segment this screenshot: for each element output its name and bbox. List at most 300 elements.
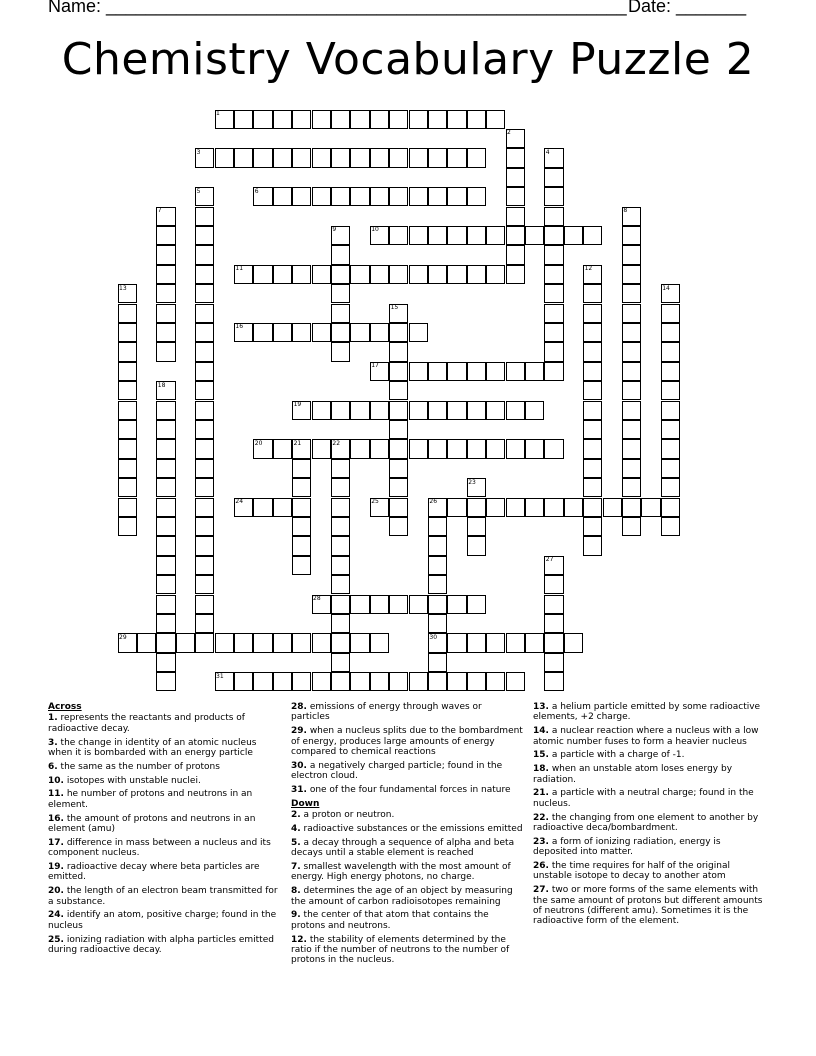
crossword-cell[interactable] bbox=[215, 633, 234, 652]
crossword-cell[interactable] bbox=[312, 633, 331, 652]
crossword-cell[interactable] bbox=[622, 245, 641, 264]
crossword-cell[interactable] bbox=[292, 517, 311, 536]
crossword-cell[interactable] bbox=[486, 633, 505, 652]
crossword-cell[interactable] bbox=[409, 265, 428, 284]
crossword-cell[interactable] bbox=[156, 304, 175, 323]
crossword-cell[interactable] bbox=[506, 265, 525, 284]
crossword-cell[interactable] bbox=[583, 342, 602, 361]
crossword-cell[interactable] bbox=[195, 595, 214, 614]
crossword-cell[interactable] bbox=[195, 381, 214, 400]
crossword-cell[interactable] bbox=[350, 595, 369, 614]
crossword-cell[interactable] bbox=[156, 342, 175, 361]
crossword-cell[interactable] bbox=[215, 148, 234, 167]
crossword-cell[interactable] bbox=[118, 459, 137, 478]
crossword-cell[interactable] bbox=[292, 556, 311, 575]
crossword-cell[interactable] bbox=[389, 265, 408, 284]
crossword-cell[interactable] bbox=[118, 498, 137, 517]
crossword-cell[interactable] bbox=[544, 323, 563, 342]
crossword-cell[interactable] bbox=[544, 168, 563, 187]
crossword-cell[interactable] bbox=[331, 323, 350, 342]
crossword-cell[interactable] bbox=[583, 401, 602, 420]
crossword-cell[interactable] bbox=[331, 536, 350, 555]
crossword-cell[interactable] bbox=[409, 110, 428, 129]
crossword-cell[interactable] bbox=[331, 633, 350, 652]
crossword-cell[interactable] bbox=[370, 323, 389, 342]
crossword-cell[interactable] bbox=[583, 498, 602, 517]
crossword-cell[interactable] bbox=[622, 459, 641, 478]
crossword-cell[interactable] bbox=[331, 575, 350, 594]
crossword-cell[interactable] bbox=[350, 265, 369, 284]
crossword-cell[interactable] bbox=[312, 439, 331, 458]
crossword-cell[interactable] bbox=[195, 245, 214, 264]
crossword-cell[interactable] bbox=[525, 401, 544, 420]
crossword-cell[interactable] bbox=[370, 401, 389, 420]
crossword-cell[interactable] bbox=[428, 595, 447, 614]
crossword-cell[interactable] bbox=[544, 226, 563, 245]
crossword-cell[interactable] bbox=[506, 362, 525, 381]
crossword-cell[interactable] bbox=[312, 265, 331, 284]
crossword-cell[interactable] bbox=[253, 672, 272, 691]
crossword-cell[interactable] bbox=[622, 304, 641, 323]
crossword-cell[interactable] bbox=[622, 284, 641, 303]
crossword-cell[interactable] bbox=[428, 556, 447, 575]
crossword-cell[interactable] bbox=[603, 498, 622, 517]
crossword-cell[interactable] bbox=[156, 226, 175, 245]
crossword-cell[interactable] bbox=[428, 265, 447, 284]
crossword-cell[interactable] bbox=[583, 478, 602, 497]
crossword-cell[interactable] bbox=[195, 556, 214, 575]
crossword-cell[interactable] bbox=[253, 498, 272, 517]
crossword-cell[interactable] bbox=[544, 439, 563, 458]
crossword-cell[interactable] bbox=[428, 110, 447, 129]
crossword-cell[interactable] bbox=[156, 284, 175, 303]
crossword-cell[interactable] bbox=[331, 672, 350, 691]
crossword-cell[interactable] bbox=[156, 439, 175, 458]
crossword-cell[interactable] bbox=[292, 672, 311, 691]
crossword-cell[interactable] bbox=[234, 672, 253, 691]
crossword-cell[interactable] bbox=[409, 595, 428, 614]
crossword-cell[interactable] bbox=[544, 498, 563, 517]
crossword-cell[interactable] bbox=[350, 401, 369, 420]
crossword-cell[interactable] bbox=[447, 595, 466, 614]
crossword-cell[interactable] bbox=[195, 207, 214, 226]
crossword-cell[interactable] bbox=[389, 401, 408, 420]
crossword-cell[interactable] bbox=[389, 439, 408, 458]
crossword-cell[interactable] bbox=[350, 187, 369, 206]
crossword-cell[interactable] bbox=[506, 498, 525, 517]
crossword-cell[interactable] bbox=[234, 633, 253, 652]
crossword-cell[interactable] bbox=[506, 439, 525, 458]
crossword-cell[interactable] bbox=[195, 323, 214, 342]
crossword-cell[interactable] bbox=[312, 672, 331, 691]
crossword-cell[interactable] bbox=[486, 110, 505, 129]
crossword-cell[interactable] bbox=[544, 672, 563, 691]
crossword-cell[interactable] bbox=[467, 536, 486, 555]
crossword-cell[interactable] bbox=[118, 362, 137, 381]
crossword-cell[interactable] bbox=[544, 633, 563, 652]
crossword-cell[interactable] bbox=[370, 633, 389, 652]
crossword-cell[interactable] bbox=[350, 633, 369, 652]
crossword-cell[interactable] bbox=[544, 245, 563, 264]
crossword-cell[interactable] bbox=[661, 362, 680, 381]
crossword-cell[interactable] bbox=[118, 342, 137, 361]
crossword-cell[interactable] bbox=[292, 536, 311, 555]
crossword-cell[interactable] bbox=[622, 323, 641, 342]
crossword-cell[interactable] bbox=[350, 323, 369, 342]
crossword-cell[interactable] bbox=[312, 323, 331, 342]
crossword-cell[interactable] bbox=[622, 420, 641, 439]
crossword-cell[interactable] bbox=[467, 362, 486, 381]
crossword-cell[interactable] bbox=[583, 517, 602, 536]
crossword-cell[interactable] bbox=[350, 110, 369, 129]
crossword-cell[interactable] bbox=[195, 284, 214, 303]
crossword-cell[interactable] bbox=[447, 148, 466, 167]
crossword-cell[interactable] bbox=[156, 595, 175, 614]
crossword-cell[interactable] bbox=[331, 304, 350, 323]
crossword-cell[interactable] bbox=[641, 498, 660, 517]
crossword-cell[interactable] bbox=[428, 226, 447, 245]
crossword-cell[interactable] bbox=[409, 187, 428, 206]
crossword-cell[interactable] bbox=[370, 187, 389, 206]
crossword-cell[interactable] bbox=[195, 342, 214, 361]
crossword-cell[interactable] bbox=[389, 342, 408, 361]
crossword-cell[interactable] bbox=[389, 187, 408, 206]
crossword-cell[interactable] bbox=[544, 653, 563, 672]
crossword-cell[interactable] bbox=[389, 362, 408, 381]
crossword-cell[interactable] bbox=[506, 672, 525, 691]
crossword-cell[interactable] bbox=[409, 148, 428, 167]
crossword-cell[interactable] bbox=[467, 498, 486, 517]
crossword-cell[interactable] bbox=[544, 614, 563, 633]
crossword-cell[interactable] bbox=[195, 439, 214, 458]
crossword-cell[interactable] bbox=[622, 498, 641, 517]
crossword-cell[interactable] bbox=[156, 401, 175, 420]
crossword-cell[interactable] bbox=[312, 148, 331, 167]
crossword-cell[interactable] bbox=[622, 226, 641, 245]
crossword-cell[interactable] bbox=[525, 439, 544, 458]
crossword-cell[interactable] bbox=[506, 207, 525, 226]
crossword-cell[interactable] bbox=[583, 536, 602, 555]
crossword-cell[interactable] bbox=[195, 498, 214, 517]
crossword-cell[interactable] bbox=[331, 459, 350, 478]
crossword-cell[interactable] bbox=[428, 148, 447, 167]
crossword-cell[interactable] bbox=[118, 304, 137, 323]
crossword-cell[interactable] bbox=[253, 148, 272, 167]
crossword-cell[interactable] bbox=[525, 362, 544, 381]
crossword-cell[interactable] bbox=[622, 381, 641, 400]
crossword-cell[interactable] bbox=[195, 633, 214, 652]
crossword-cell[interactable] bbox=[486, 362, 505, 381]
crossword-cell[interactable] bbox=[622, 439, 641, 458]
crossword-cell[interactable] bbox=[234, 110, 253, 129]
crossword-cell[interactable] bbox=[447, 265, 466, 284]
crossword-cell[interactable] bbox=[467, 110, 486, 129]
crossword-cell[interactable] bbox=[195, 459, 214, 478]
crossword-cell[interactable] bbox=[331, 653, 350, 672]
crossword-cell[interactable] bbox=[195, 575, 214, 594]
crossword-cell[interactable] bbox=[583, 381, 602, 400]
crossword-cell[interactable] bbox=[273, 439, 292, 458]
crossword-cell[interactable] bbox=[118, 401, 137, 420]
crossword-cell[interactable] bbox=[564, 226, 583, 245]
crossword-cell[interactable] bbox=[486, 226, 505, 245]
crossword-cell[interactable] bbox=[467, 265, 486, 284]
crossword-cell[interactable] bbox=[583, 226, 602, 245]
crossword-cell[interactable] bbox=[118, 323, 137, 342]
crossword-cell[interactable] bbox=[389, 517, 408, 536]
crossword-cell[interactable] bbox=[583, 459, 602, 478]
crossword-cell[interactable] bbox=[156, 420, 175, 439]
crossword-cell[interactable] bbox=[544, 265, 563, 284]
crossword-cell[interactable] bbox=[409, 672, 428, 691]
crossword-cell[interactable] bbox=[661, 323, 680, 342]
crossword-cell[interactable] bbox=[583, 420, 602, 439]
crossword-cell[interactable] bbox=[195, 536, 214, 555]
crossword-cell[interactable] bbox=[253, 265, 272, 284]
crossword-cell[interactable] bbox=[389, 672, 408, 691]
crossword-cell[interactable] bbox=[409, 439, 428, 458]
crossword-cell[interactable] bbox=[156, 653, 175, 672]
crossword-cell[interactable] bbox=[447, 226, 466, 245]
crossword-cell[interactable] bbox=[583, 323, 602, 342]
crossword-cell[interactable] bbox=[253, 633, 272, 652]
crossword-cell[interactable] bbox=[156, 245, 175, 264]
crossword-cell[interactable] bbox=[195, 265, 214, 284]
crossword-cell[interactable] bbox=[156, 498, 175, 517]
crossword-cell[interactable] bbox=[156, 672, 175, 691]
crossword-cell[interactable] bbox=[661, 381, 680, 400]
crossword-cell[interactable] bbox=[253, 323, 272, 342]
crossword-cell[interactable] bbox=[156, 478, 175, 497]
crossword-cell[interactable] bbox=[544, 595, 563, 614]
crossword-cell[interactable] bbox=[661, 304, 680, 323]
crossword-cell[interactable] bbox=[428, 517, 447, 536]
crossword-cell[interactable] bbox=[331, 595, 350, 614]
crossword-cell[interactable] bbox=[195, 420, 214, 439]
crossword-cell[interactable] bbox=[350, 672, 369, 691]
crossword-cell[interactable] bbox=[156, 556, 175, 575]
crossword-cell[interactable] bbox=[292, 265, 311, 284]
crossword-cell[interactable] bbox=[661, 439, 680, 458]
crossword-cell[interactable] bbox=[118, 517, 137, 536]
crossword-cell[interactable] bbox=[486, 439, 505, 458]
crossword-cell[interactable] bbox=[467, 226, 486, 245]
crossword-cell[interactable] bbox=[118, 439, 137, 458]
crossword-cell[interactable] bbox=[389, 323, 408, 342]
crossword-cell[interactable] bbox=[389, 595, 408, 614]
crossword-cell[interactable] bbox=[156, 614, 175, 633]
crossword-cell[interactable] bbox=[370, 265, 389, 284]
crossword-cell[interactable] bbox=[370, 110, 389, 129]
crossword-cell[interactable] bbox=[292, 498, 311, 517]
crossword-cell[interactable] bbox=[389, 110, 408, 129]
crossword-cell[interactable] bbox=[234, 148, 253, 167]
crossword-cell[interactable] bbox=[195, 362, 214, 381]
crossword-cell[interactable] bbox=[156, 517, 175, 536]
crossword-cell[interactable] bbox=[331, 148, 350, 167]
crossword-cell[interactable] bbox=[176, 633, 195, 652]
crossword-cell[interactable] bbox=[195, 304, 214, 323]
crossword-cell[interactable] bbox=[389, 459, 408, 478]
crossword-cell[interactable] bbox=[564, 633, 583, 652]
crossword-cell[interactable] bbox=[467, 633, 486, 652]
crossword-cell[interactable] bbox=[389, 420, 408, 439]
crossword-cell[interactable] bbox=[312, 110, 331, 129]
crossword-cell[interactable] bbox=[467, 187, 486, 206]
crossword-cell[interactable] bbox=[156, 459, 175, 478]
crossword-cell[interactable] bbox=[661, 459, 680, 478]
crossword-cell[interactable] bbox=[506, 401, 525, 420]
crossword-cell[interactable] bbox=[525, 226, 544, 245]
crossword-cell[interactable] bbox=[273, 633, 292, 652]
crossword-cell[interactable] bbox=[622, 265, 641, 284]
crossword-cell[interactable] bbox=[118, 381, 137, 400]
crossword-cell[interactable] bbox=[331, 614, 350, 633]
crossword-cell[interactable] bbox=[389, 498, 408, 517]
crossword-cell[interactable] bbox=[544, 342, 563, 361]
crossword-cell[interactable] bbox=[583, 304, 602, 323]
crossword-cell[interactable] bbox=[350, 148, 369, 167]
crossword-cell[interactable] bbox=[486, 265, 505, 284]
crossword-cell[interactable] bbox=[583, 439, 602, 458]
crossword-cell[interactable] bbox=[506, 187, 525, 206]
crossword-cell[interactable] bbox=[156, 536, 175, 555]
crossword-cell[interactable] bbox=[312, 187, 331, 206]
crossword-cell[interactable] bbox=[447, 187, 466, 206]
crossword-cell[interactable] bbox=[467, 401, 486, 420]
crossword-cell[interactable] bbox=[195, 517, 214, 536]
crossword-cell[interactable] bbox=[137, 633, 156, 652]
crossword-cell[interactable] bbox=[273, 187, 292, 206]
crossword-cell[interactable] bbox=[661, 478, 680, 497]
crossword-cell[interactable] bbox=[447, 401, 466, 420]
crossword-cell[interactable] bbox=[428, 672, 447, 691]
crossword-cell[interactable] bbox=[622, 342, 641, 361]
crossword-cell[interactable] bbox=[467, 672, 486, 691]
crossword-cell[interactable] bbox=[447, 498, 466, 517]
crossword-cell[interactable] bbox=[292, 110, 311, 129]
crossword-cell[interactable] bbox=[370, 595, 389, 614]
crossword-cell[interactable] bbox=[486, 401, 505, 420]
crossword-cell[interactable] bbox=[428, 536, 447, 555]
crossword-cell[interactable] bbox=[447, 439, 466, 458]
crossword-cell[interactable] bbox=[428, 653, 447, 672]
crossword-cell[interactable] bbox=[409, 226, 428, 245]
crossword-cell[interactable] bbox=[544, 304, 563, 323]
crossword-cell[interactable] bbox=[506, 633, 525, 652]
crossword-cell[interactable] bbox=[156, 323, 175, 342]
crossword-cell[interactable] bbox=[428, 362, 447, 381]
crossword-cell[interactable] bbox=[506, 148, 525, 167]
crossword-cell[interactable] bbox=[331, 110, 350, 129]
crossword-cell[interactable] bbox=[292, 187, 311, 206]
crossword-cell[interactable] bbox=[467, 148, 486, 167]
crossword-cell[interactable] bbox=[273, 265, 292, 284]
crossword-cell[interactable] bbox=[273, 148, 292, 167]
crossword-cell[interactable] bbox=[467, 595, 486, 614]
crossword-cell[interactable] bbox=[292, 148, 311, 167]
crossword-cell[interactable] bbox=[506, 168, 525, 187]
crossword-cell[interactable] bbox=[389, 381, 408, 400]
crossword-cell[interactable] bbox=[467, 517, 486, 536]
crossword-cell[interactable] bbox=[467, 439, 486, 458]
crossword-cell[interactable] bbox=[331, 284, 350, 303]
crossword-cell[interactable] bbox=[486, 498, 505, 517]
crossword-cell[interactable] bbox=[486, 672, 505, 691]
crossword-cell[interactable] bbox=[409, 323, 428, 342]
crossword-cell[interactable] bbox=[389, 148, 408, 167]
crossword-cell[interactable] bbox=[253, 110, 272, 129]
crossword-cell[interactable] bbox=[331, 265, 350, 284]
crossword-cell[interactable] bbox=[273, 323, 292, 342]
crossword-cell[interactable] bbox=[370, 439, 389, 458]
crossword-cell[interactable] bbox=[292, 323, 311, 342]
crossword-cell[interactable] bbox=[661, 498, 680, 517]
crossword-cell[interactable] bbox=[331, 342, 350, 361]
crossword-cell[interactable] bbox=[389, 478, 408, 497]
crossword-cell[interactable] bbox=[350, 439, 369, 458]
crossword-cell[interactable] bbox=[447, 110, 466, 129]
crossword-cell[interactable] bbox=[661, 401, 680, 420]
crossword-cell[interactable] bbox=[292, 633, 311, 652]
crossword-cell[interactable] bbox=[428, 187, 447, 206]
crossword-cell[interactable] bbox=[564, 498, 583, 517]
crossword-cell[interactable] bbox=[622, 362, 641, 381]
crossword-cell[interactable] bbox=[292, 478, 311, 497]
crossword-cell[interactable] bbox=[428, 575, 447, 594]
crossword-cell[interactable] bbox=[156, 633, 175, 652]
crossword-cell[interactable] bbox=[409, 401, 428, 420]
crossword-cell[interactable] bbox=[331, 401, 350, 420]
crossword-cell[interactable] bbox=[622, 401, 641, 420]
crossword-cell[interactable] bbox=[525, 633, 544, 652]
crossword-cell[interactable] bbox=[428, 439, 447, 458]
crossword-cell[interactable] bbox=[331, 498, 350, 517]
crossword-cell[interactable] bbox=[661, 420, 680, 439]
crossword-cell[interactable] bbox=[370, 148, 389, 167]
crossword-cell[interactable] bbox=[195, 401, 214, 420]
crossword-cell[interactable] bbox=[447, 672, 466, 691]
crossword-cell[interactable] bbox=[331, 187, 350, 206]
crossword-cell[interactable] bbox=[370, 672, 389, 691]
crossword-cell[interactable] bbox=[389, 226, 408, 245]
crossword-cell[interactable] bbox=[525, 498, 544, 517]
crossword-cell[interactable] bbox=[661, 517, 680, 536]
crossword-cell[interactable] bbox=[156, 265, 175, 284]
crossword-cell[interactable] bbox=[661, 342, 680, 361]
crossword-cell[interactable] bbox=[447, 362, 466, 381]
crossword-cell[interactable] bbox=[156, 575, 175, 594]
crossword-cell[interactable] bbox=[583, 362, 602, 381]
crossword-cell[interactable] bbox=[506, 226, 525, 245]
crossword-cell[interactable] bbox=[331, 556, 350, 575]
crossword-cell[interactable] bbox=[195, 478, 214, 497]
crossword-cell[interactable] bbox=[331, 517, 350, 536]
crossword-cell[interactable] bbox=[428, 401, 447, 420]
crossword-cell[interactable] bbox=[544, 362, 563, 381]
crossword-cell[interactable] bbox=[118, 478, 137, 497]
crossword-cell[interactable] bbox=[195, 226, 214, 245]
crossword-cell[interactable] bbox=[312, 401, 331, 420]
crossword-cell[interactable] bbox=[428, 614, 447, 633]
crossword-cell[interactable] bbox=[273, 110, 292, 129]
crossword-cell[interactable] bbox=[447, 633, 466, 652]
crossword-cell[interactable] bbox=[273, 498, 292, 517]
crossword-cell[interactable] bbox=[118, 420, 137, 439]
crossword-cell[interactable] bbox=[331, 245, 350, 264]
crossword-cell[interactable] bbox=[544, 207, 563, 226]
crossword-cell[interactable] bbox=[195, 614, 214, 633]
